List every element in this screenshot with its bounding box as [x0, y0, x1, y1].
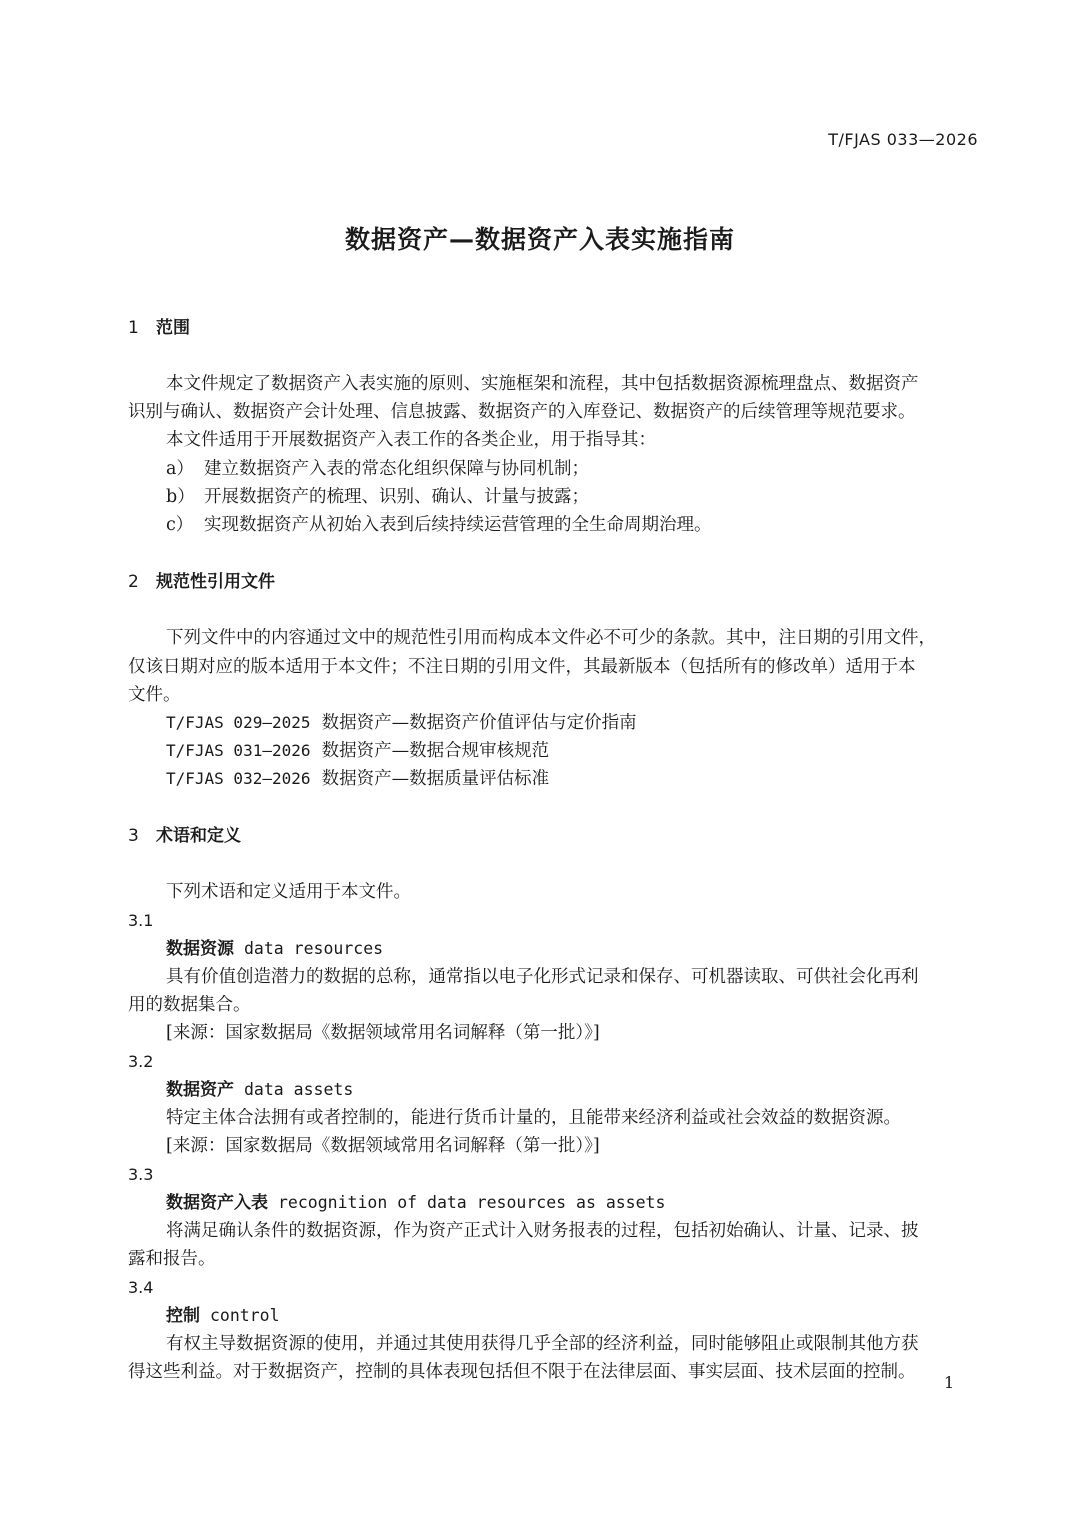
list-marker: b）	[166, 487, 195, 507]
paragraph-line: 识别与确认、数据资产会计处理、信息披露、数据资产的入库登记、数据资产的后续管理等规范要求。	[128, 402, 916, 422]
section-2-heading	[128, 570, 275, 594]
reference-item	[166, 711, 637, 735]
term-heading	[166, 1304, 280, 1328]
reference-name: 数据资产—数据质量评估标准	[321, 769, 550, 789]
section-number: 3	[128, 826, 139, 846]
reference-item	[166, 739, 549, 763]
paragraph-line: 本文件适用于开展数据资产入表工作的各类企业，用于指导其：	[166, 430, 656, 450]
section-title: 术语和定义	[156, 826, 241, 846]
list-marker: a）	[166, 459, 194, 479]
section-number: 2	[128, 572, 139, 592]
term-definition-line: 有权主导数据资源的使用，并通过其使用获得几乎全部的经济利益，同时能够阻止或限制其他方获	[166, 1334, 919, 1354]
list-item	[166, 457, 589, 481]
term-definition-line: 露和报告。	[128, 1249, 216, 1269]
term-definition-line: 得这些利益。对于数据资产，控制的具体表现包括但不限于在法律层面、事实层面、技术层面的控制。	[128, 1362, 916, 1382]
list-item	[166, 513, 712, 537]
paragraph-line: 仅该日期对应的版本适用于本文件；不注日期的引用文件，其最新版本（包括所有的修改单）适用于本	[128, 657, 916, 677]
term-definition-line: 将满足确认条件的数据资源，作为资产正式计入财务报表的过程，包括初始确认、计量、记录、披	[166, 1221, 919, 1241]
paragraph-line: 下列术语和定义适用于本文件。	[166, 882, 411, 902]
reference-code: T/FJAS 032—2026	[166, 769, 311, 788]
page-number: 1	[944, 1373, 955, 1392]
term-number: 3.4	[128, 1278, 154, 1297]
term-en: data assets	[244, 1080, 354, 1099]
list-text: 实现数据资产从初始入表到后续持续运营管理的全生命周期治理。	[204, 515, 712, 535]
section-title: 范围	[156, 318, 190, 338]
term-definition-line: 具有价值创造潜力的数据的总称，通常指以电子化形式记录和保存、可机器读取、可供社会化再利	[166, 967, 919, 987]
reference-name: 数据资产—数据合规审核规范	[321, 741, 550, 761]
paragraph-line: 本文件规定了数据资产入表实施的原则、实施框架和流程，其中包括数据资源梳理盘点、数据资产	[166, 374, 919, 394]
reference-code: T/FJAS 029—2025	[166, 713, 311, 732]
term-zh: 数据资产入表	[166, 1193, 268, 1213]
section-title: 规范性引用文件	[156, 572, 275, 592]
paragraph-line: 下列文件中的内容通过文中的规范性引用而构成本文件必不可少的条款。其中，注日期的引用文件，	[166, 628, 936, 648]
term-number: 3.1	[128, 911, 154, 930]
term-zh: 数据资产	[166, 1080, 234, 1100]
paragraph-line: 文件。	[128, 685, 181, 705]
list-text: 开展数据资产的梳理、识别、确认、计量与披露；	[204, 487, 589, 507]
term-en: control	[210, 1306, 280, 1325]
reference-code: T/FJAS 031—2026	[166, 741, 311, 760]
term-zh: 数据资源	[166, 939, 234, 959]
term-source: [来源：国家数据局《数据领域常用名词解释（第一批）》]	[166, 1136, 600, 1156]
term-heading	[166, 1078, 353, 1102]
standard-code: T/FJAS 033—2026	[828, 130, 978, 149]
term-definition-line: 特定主体合法拥有或者控制的，能进行货币计量的，且能带来经济利益或社会效益的数据资源。	[166, 1108, 901, 1128]
term-zh: 控制	[166, 1306, 200, 1326]
term-en: data resources	[244, 939, 384, 958]
term-number: 3.3	[128, 1165, 154, 1184]
term-source: [来源：国家数据局《数据领域常用名词解释（第一批）》]	[166, 1023, 600, 1043]
term-definition-line: 用的数据集合。	[128, 995, 251, 1015]
document-title: 数据资产—数据资产入表实施指南	[344, 225, 735, 254]
term-heading	[166, 1191, 665, 1215]
term-en: recognition of data resources as assets	[278, 1193, 666, 1212]
list-text: 建立数据资产入表的常态化组织保障与协同机制；	[204, 459, 589, 479]
list-marker: c）	[166, 515, 194, 535]
reference-item	[166, 767, 549, 791]
section-1-heading	[128, 316, 190, 340]
reference-name: 数据资产—数据资产价值评估与定价指南	[321, 713, 637, 733]
section-number: 1	[128, 318, 139, 338]
list-item	[166, 485, 589, 509]
term-number: 3.2	[128, 1052, 154, 1071]
section-3-heading	[128, 824, 241, 848]
term-heading	[166, 937, 383, 961]
